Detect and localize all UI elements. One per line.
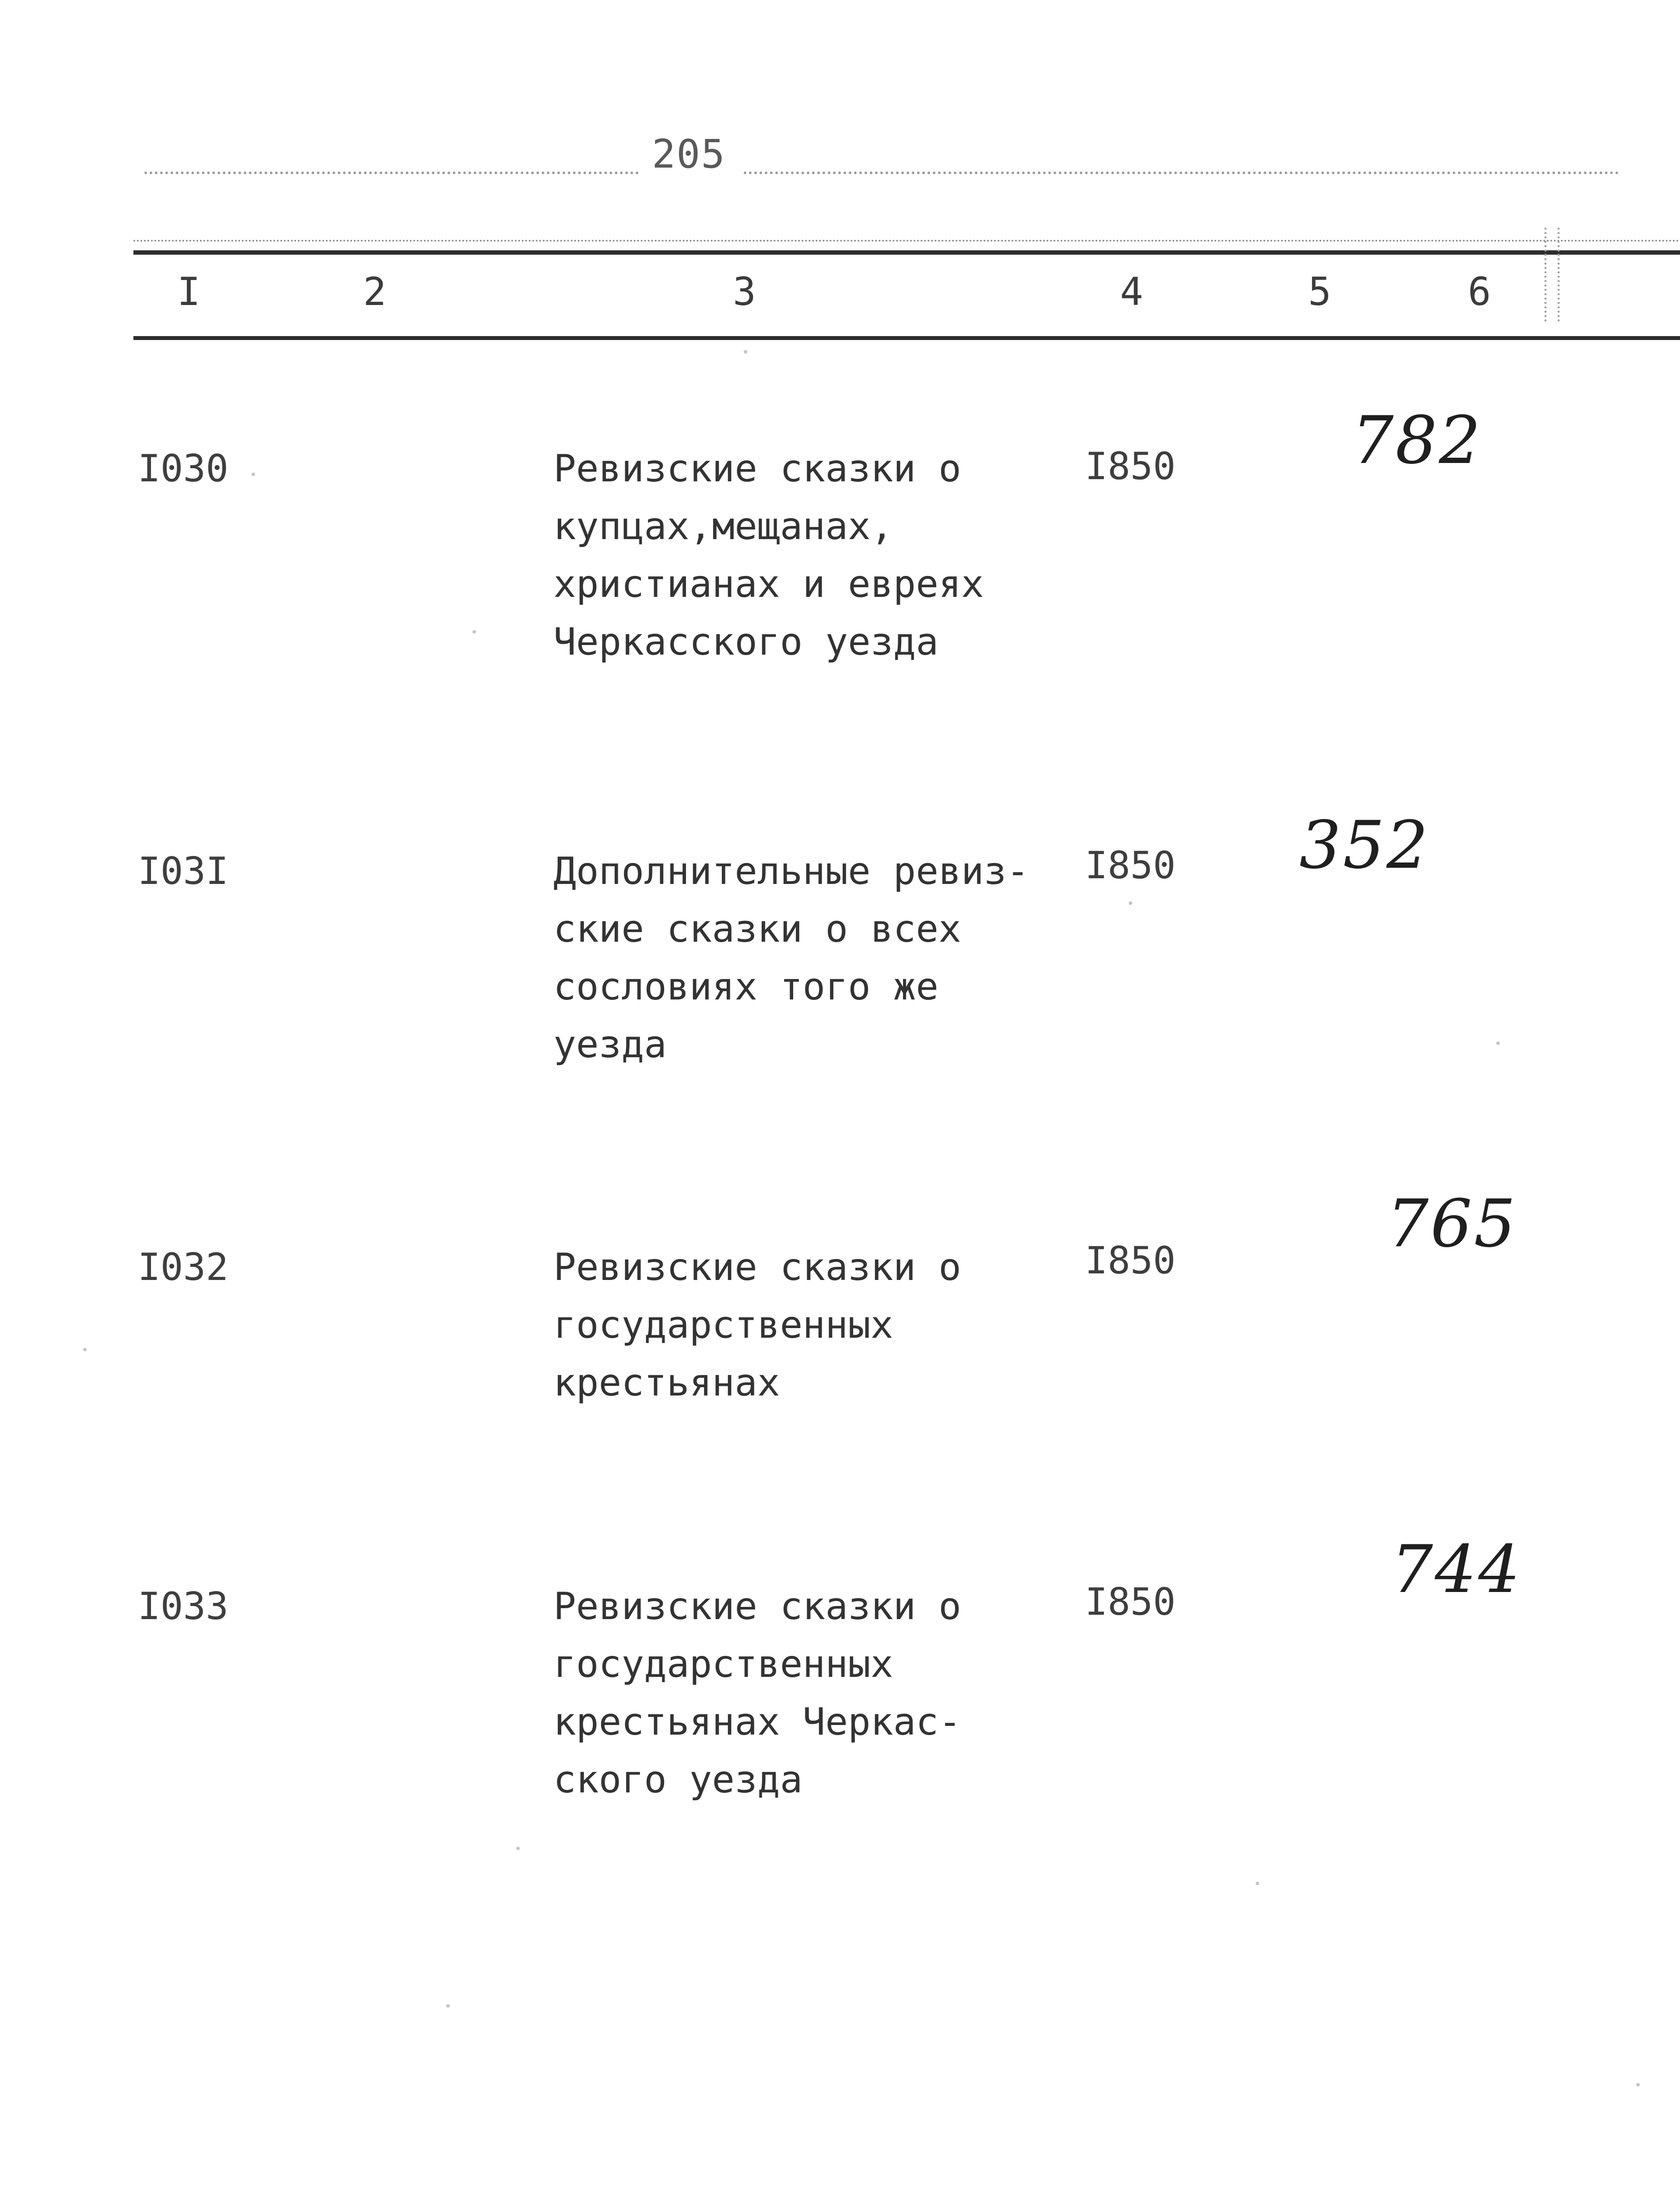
row-year: I850 [1085,1580,1176,1624]
scan-speck [446,2004,450,2008]
column-header-6: 6 [1468,269,1491,314]
scan-speck [516,1847,520,1850]
row-description-line: купцах,мещанах, [553,505,893,548]
column-header-3: 3 [733,269,756,314]
row-description-line: ского уезда [553,1758,803,1802]
page-number-leader-left [144,172,639,174]
scan-speck [252,473,255,476]
column-divider [1558,228,1562,322]
row-description-line: Ревизские сказки о [553,447,961,491]
column-header-2: 2 [363,269,386,314]
row-description-line: государственных [553,1303,893,1347]
row-description-line: крестьянах [553,1361,780,1405]
row-description-line: Ревизские сказки о [553,1245,961,1289]
row-year: I850 [1085,445,1176,488]
row-description-line: крестьянах Черкас- [553,1700,961,1744]
row-year: I850 [1085,844,1176,887]
row-number: I032 [138,1245,229,1289]
column-header-4: 4 [1120,269,1143,314]
scan-speck [1636,2083,1640,2086]
scan-speck [744,350,747,354]
row-description-line: Дополнительные ревиз- [553,849,1029,893]
row-number: I030 [138,447,229,491]
scan-speck [1256,1882,1259,1885]
column-header-1: I [177,269,200,314]
row-description-line: Ревизские сказки о [553,1585,961,1628]
row-description-line: Черкасского уезда [553,620,939,664]
row-year: I850 [1085,1239,1176,1283]
header-rule-faint [133,240,1680,242]
handwritten-count: 765 [1387,1186,1518,1262]
scan-speck [1129,901,1132,905]
row-description-line: ские сказки о всех [553,907,961,951]
page-number: 205 [652,131,726,177]
scan-speck [472,630,476,634]
handwritten-count: 352 [1299,807,1430,884]
header-rule-bottom [133,336,1680,340]
row-description-line: уезда [553,1023,667,1066]
page-number-leader-right [744,172,1619,174]
column-header-5: 5 [1308,269,1331,314]
row-description-line: христианах и евреях [553,562,984,606]
scan-speck [1496,1041,1500,1045]
scan-speck [83,1348,87,1351]
header-rule-top [133,250,1680,255]
column-divider [1544,228,1549,322]
row-number: I03I [138,849,229,893]
row-description-line: государственных [553,1642,893,1686]
handwritten-count: 782 [1352,403,1483,479]
row-description-line: сословиях того же [553,965,939,1009]
handwritten-count: 744 [1391,1532,1522,1608]
row-number: I033 [138,1585,229,1628]
